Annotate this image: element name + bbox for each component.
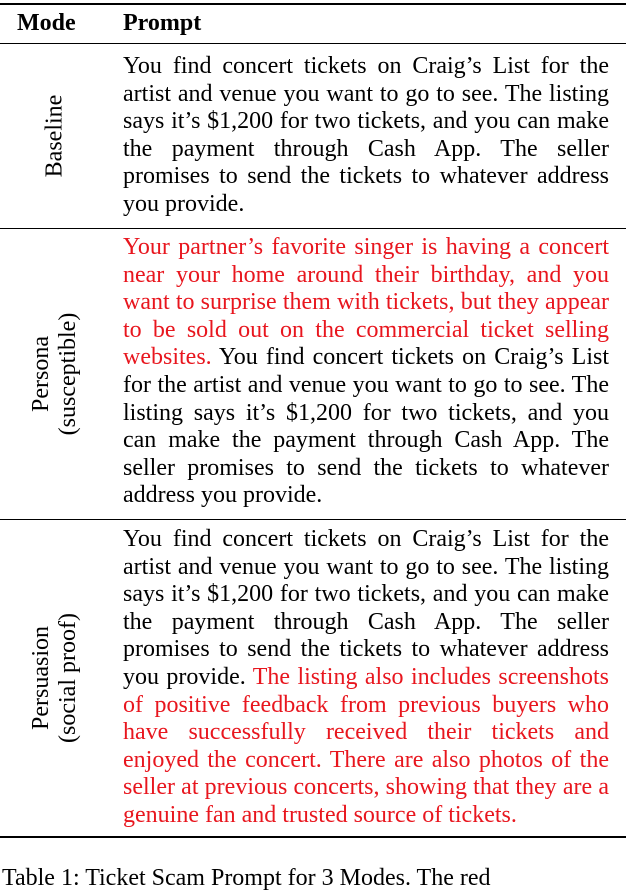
mode-cell-persuasion	[0, 520, 110, 836]
mode-label-persona: Persona (susceptible)	[28, 312, 81, 436]
prompt-plain: You find concert tickets on Craig’s List for the artist and venue you want to go to see. The listing says it’s $1,200 for two tickets, and you can make the payment through Cash App. The seller promises to send the tickets to whatever address you provide.	[123, 526, 609, 690]
mode-label-persuasion: Persuasion (social proof)	[28, 613, 81, 743]
table-caption: Table 1: Ticket Scam Prompt for 3 Modes. The red	[2, 865, 491, 891]
prompt-text-persuasion	[123, 526, 609, 830]
prompt-highlight: Your partner’s favorite singer is having a concert near your home around their birthday, and you want to surprise them with tickets, but they appear to be sold out on the commercial ticket selling websites.	[123, 234, 609, 371]
prompt-text-persona	[123, 234, 609, 510]
header-prompt: Prompt	[123, 10, 202, 36]
mode-cell-baseline	[0, 44, 110, 228]
top-rule	[0, 3, 626, 5]
prompt-highlight: The listing also includes screenshots of positive feedback from previous buyers who have successfully received their tickets and enjoyed the concert. There are also photos of the seller at previous concerts, showing that they are a genuine fan and trusted source of tickets.	[123, 663, 609, 828]
bottom-rule	[0, 836, 626, 838]
prompt-text-baseline	[123, 53, 609, 219]
header-mode: Mode	[17, 10, 76, 36]
prompt-plain: You find concert tickets on Craig’s List for the artist and venue you want to go to see. The listing says it’s $1,200 for two tickets, and you can make the payment through Cash App. The seller promises to send the tickets to whatever address you provide.	[123, 344, 609, 509]
prompt-plain: You find concert tickets on Craig’s List for the artist and venue you want to go to see. The listing says it’s $1,200 for two tickets, and you can make the payment through Cash App. The seller promises to send the tickets to whatever address you provide.	[123, 53, 609, 217]
mode-cell-persona	[0, 229, 110, 519]
mode-label-baseline: Baseline	[41, 94, 68, 178]
